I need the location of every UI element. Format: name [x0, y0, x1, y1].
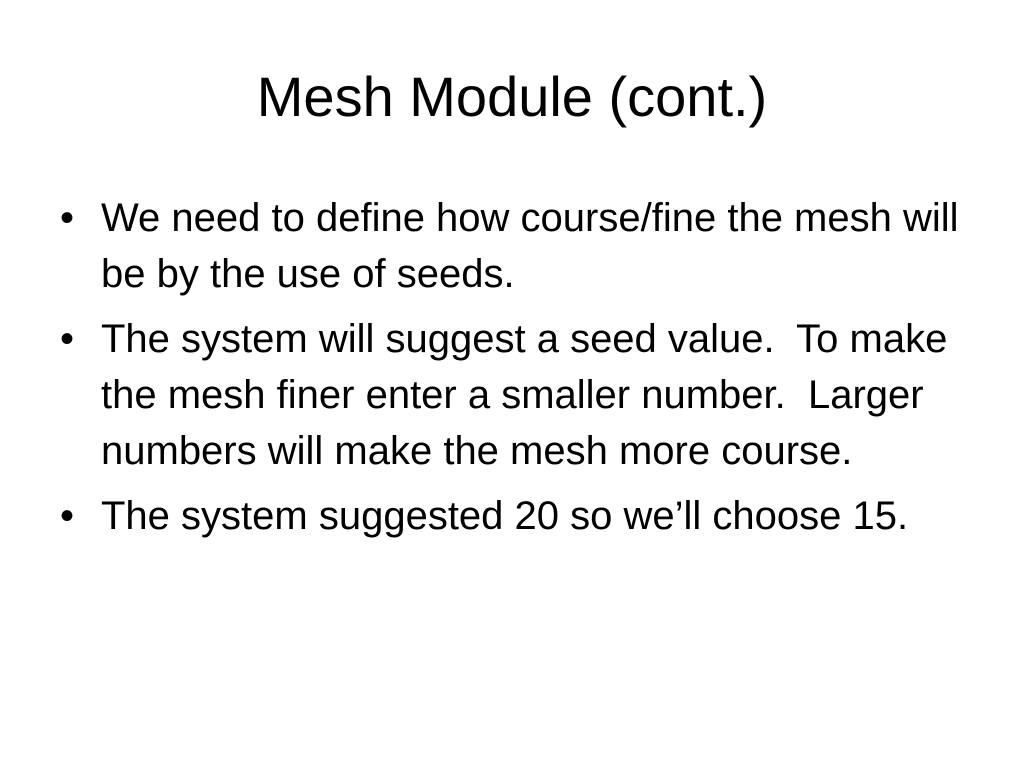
slide-title: Mesh Module (cont.): [256, 65, 768, 128]
bullet-text-1: We need to define how course/fine the mesh will be by the use of seeds.: [101, 196, 959, 296]
bullet-list: [60, 190, 960, 553]
bullet-item-2: [60, 311, 960, 479]
bullet-text-2: The system will suggest a seed value. To make the mesh finer enter a smaller number. Larger numbers will make the mesh more course.: [101, 317, 959, 473]
bullet-point-icon: •: [60, 494, 75, 538]
bullet-point-icon: •: [60, 196, 75, 240]
bullet-point-icon: •: [60, 317, 75, 361]
bullet-item-3: [60, 488, 960, 544]
bullet-text-3: The system suggested 20 so we’ll choose 15.: [101, 494, 909, 538]
bullet-item-1: [60, 190, 960, 302]
